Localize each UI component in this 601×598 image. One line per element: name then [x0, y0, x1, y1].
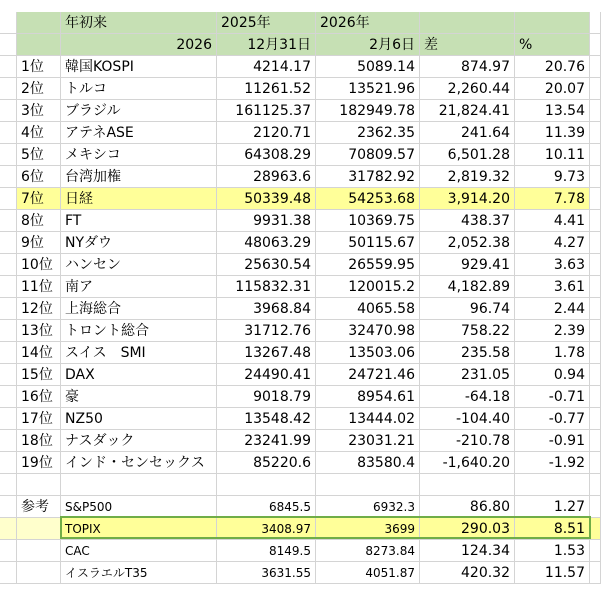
diff-cell[interactable]: 96.74 — [420, 298, 515, 320]
value-2025-cell[interactable]: 3631.55 — [217, 562, 316, 584]
rank-cell[interactable]: 5位 — [17, 144, 61, 166]
row-gutter — [0, 474, 17, 496]
reference-row — [0, 540, 601, 562]
value-2026-cell[interactable]: 4065.58 — [316, 298, 420, 320]
value-2025-cell[interactable]: 11261.52 — [217, 78, 316, 100]
index-name-cell[interactable]: アテネASE — [61, 122, 217, 144]
empty-cell[interactable] — [590, 518, 601, 540]
row-gutter — [0, 210, 17, 232]
row-gutter — [0, 232, 17, 254]
row-gutter — [0, 496, 17, 518]
index-name-cell[interactable]: CAC — [61, 540, 217, 562]
pct-cell[interactable]: 2.44 — [515, 298, 590, 320]
empty-cell[interactable] — [590, 122, 601, 144]
diff-cell[interactable]: 86.80 — [420, 496, 515, 518]
empty-cell[interactable] — [590, 78, 601, 100]
value-2025-cell[interactable]: 115832.31 — [217, 276, 316, 298]
value-2026-cell[interactable]: 26559.95 — [316, 254, 420, 276]
empty-cell[interactable] — [590, 12, 601, 34]
pct-cell[interactable]: 8.51 — [515, 518, 590, 540]
empty-cell[interactable] — [17, 540, 61, 562]
diff-cell[interactable]: -1,640.20 — [420, 452, 515, 474]
table-row — [0, 408, 601, 430]
header-cell-2026[interactable]: 2026年 — [316, 12, 420, 34]
value-2026-cell[interactable]: 2362.35 — [316, 122, 420, 144]
diff-cell[interactable]: 929.41 — [420, 254, 515, 276]
value-2026-cell[interactable]: 8954.61 — [316, 386, 420, 408]
pct-cell[interactable]: 20.76 — [515, 56, 590, 78]
value-2025-cell[interactable]: 50339.48 — [217, 188, 316, 210]
row-gutter — [0, 452, 17, 474]
index-name-cell[interactable]: 上海総合 — [61, 298, 217, 320]
row-gutter — [0, 430, 17, 452]
table-row — [0, 210, 601, 232]
header-cell-2025[interactable]: 2025年 — [217, 12, 316, 34]
empty-cell[interactable] — [590, 562, 601, 584]
header-cell-rank[interactable] — [17, 34, 61, 56]
value-2025-cell[interactable]: 25630.54 — [217, 254, 316, 276]
rank-cell[interactable]: 11位 — [17, 276, 61, 298]
empty-cell[interactable] — [17, 474, 61, 496]
index-name-cell[interactable]: 韓国KOSPI — [61, 56, 217, 78]
header-cell-pct[interactable]: % — [515, 34, 590, 56]
reference-row — [0, 518, 601, 540]
pct-cell[interactable]: 11.39 — [515, 122, 590, 144]
diff-cell[interactable]: 241.64 — [420, 122, 515, 144]
index-name-cell[interactable]: 台湾加権 — [61, 166, 217, 188]
rank-cell[interactable]: 16位 — [17, 386, 61, 408]
empty-cell[interactable] — [515, 474, 590, 496]
table-row — [0, 78, 601, 100]
value-2025-cell[interactable]: 9018.79 — [217, 386, 316, 408]
pct-cell[interactable]: 13.54 — [515, 100, 590, 122]
empty-cell[interactable] — [17, 562, 61, 584]
value-2026-cell[interactable]: 23031.21 — [316, 430, 420, 452]
empty-cell[interactable] — [316, 474, 420, 496]
value-2025-cell[interactable]: 85220.6 — [217, 452, 316, 474]
grid-top-strip — [17, 0, 590, 12]
index-name-cell[interactable]: インド・センセックス — [61, 452, 217, 474]
diff-cell[interactable]: 2,260.44 — [420, 78, 515, 100]
row-gutter — [0, 166, 17, 188]
value-2025-cell[interactable]: 23241.99 — [217, 430, 316, 452]
header-cell-date-2025[interactable]: 12月31日 — [217, 34, 316, 56]
diff-cell[interactable]: 3,914.20 — [420, 188, 515, 210]
pct-cell[interactable]: 1.53 — [515, 540, 590, 562]
diff-cell[interactable]: 290.03 — [420, 518, 515, 540]
value-2025-cell[interactable]: 31712.76 — [217, 320, 316, 342]
index-name-cell[interactable]: 日経 — [61, 188, 217, 210]
value-2026-cell[interactable]: 6932.3 — [316, 496, 420, 518]
rank-cell[interactable]: 9位 — [17, 232, 61, 254]
index-name-cell[interactable]: 豪 — [61, 386, 217, 408]
empty-cell[interactable] — [590, 298, 601, 320]
pct-cell[interactable]: 20.07 — [515, 78, 590, 100]
value-2025-cell[interactable]: 8149.5 — [217, 540, 316, 562]
index-name-cell[interactable]: ブラジル — [61, 100, 217, 122]
row-gutter — [0, 188, 17, 210]
table-row — [0, 56, 601, 78]
index-name-cell[interactable]: NYダウ — [61, 232, 217, 254]
empty-cell[interactable] — [217, 474, 316, 496]
index-name-cell[interactable]: FT — [61, 210, 217, 232]
row-gutter — [0, 562, 17, 584]
rank-cell[interactable]: 19位 — [17, 452, 61, 474]
pct-cell[interactable]: -1.92 — [515, 452, 590, 474]
row-gutter — [0, 540, 17, 562]
table-row — [0, 452, 601, 474]
table-row — [0, 298, 601, 320]
index-name-cell[interactable]: ナスダック — [61, 430, 217, 452]
row-gutter — [0, 276, 17, 298]
empty-cell[interactable] — [590, 100, 601, 122]
rank-cell[interactable]: 10位 — [17, 254, 61, 276]
rank-cell[interactable]: 2位 — [17, 78, 61, 100]
value-2025-cell[interactable]: 3408.97 — [217, 518, 316, 540]
header-cell-diff[interactable]: 差 — [420, 34, 515, 56]
pct-cell[interactable]: 1.27 — [515, 496, 590, 518]
value-2026-cell[interactable]: 5089.14 — [316, 56, 420, 78]
diff-cell[interactable]: 758.22 — [420, 320, 515, 342]
rank-cell[interactable]: 8位 — [17, 210, 61, 232]
row-gutter — [0, 408, 17, 430]
value-2026-cell[interactable]: 50115.67 — [316, 232, 420, 254]
empty-cell[interactable] — [590, 474, 601, 496]
table-row — [0, 342, 601, 364]
row-gutter — [0, 364, 17, 386]
table-row — [0, 364, 601, 386]
table-row — [0, 386, 601, 408]
table-row — [0, 254, 601, 276]
value-2025-cell[interactable]: 13267.48 — [217, 342, 316, 364]
pct-cell[interactable]: 1.78 — [515, 342, 590, 364]
empty-cell[interactable] — [590, 188, 601, 210]
reference-row — [0, 562, 601, 584]
rank-cell[interactable]: 18位 — [17, 430, 61, 452]
index-name-cell[interactable]: TOPIX — [61, 518, 217, 540]
empty-cell[interactable] — [590, 386, 601, 408]
value-2026-cell[interactable]: 120015.2 — [316, 276, 420, 298]
pct-cell[interactable]: 2.39 — [515, 320, 590, 342]
diff-cell[interactable]: -104.40 — [420, 408, 515, 430]
index-name-cell[interactable]: トルコ — [61, 78, 217, 100]
value-2026-cell[interactable]: 54253.68 — [316, 188, 420, 210]
row-gutter — [0, 254, 17, 276]
diff-cell[interactable]: 438.37 — [420, 210, 515, 232]
empty-cell[interactable] — [590, 320, 601, 342]
value-2025-cell[interactable]: 4214.17 — [217, 56, 316, 78]
pct-cell[interactable]: -0.91 — [515, 430, 590, 452]
pct-cell[interactable]: 4.27 — [515, 232, 590, 254]
header-cell-pct-blank[interactable] — [515, 12, 590, 34]
reference-label-cell[interactable]: 参考 — [17, 496, 61, 518]
empty-cell[interactable] — [590, 430, 601, 452]
row-gutter — [0, 320, 17, 342]
empty-cell[interactable] — [590, 144, 601, 166]
value-2025-cell[interactable]: 64308.29 — [217, 144, 316, 166]
table-row — [0, 188, 601, 210]
value-2025-cell[interactable]: 9931.38 — [217, 210, 316, 232]
value-2026-cell[interactable]: 182949.78 — [316, 100, 420, 122]
index-name-cell[interactable]: スイス SMI — [61, 342, 217, 364]
diff-cell[interactable]: 2,819.32 — [420, 166, 515, 188]
diff-cell[interactable]: 874.97 — [420, 56, 515, 78]
rank-cell[interactable]: 1位 — [17, 56, 61, 78]
header-row-1 — [0, 12, 601, 34]
row-gutter — [0, 122, 17, 144]
row-gutter — [0, 386, 17, 408]
pct-cell[interactable]: -0.77 — [515, 408, 590, 430]
header-cell-year[interactable]: 2026 — [61, 34, 217, 56]
pct-cell[interactable]: 11.57 — [515, 562, 590, 584]
empty-cell[interactable] — [61, 474, 217, 496]
pct-cell[interactable]: 3.61 — [515, 276, 590, 298]
diff-cell[interactable]: -64.18 — [420, 386, 515, 408]
empty-cell[interactable] — [590, 364, 601, 386]
value-2026-cell[interactable]: 70809.57 — [316, 144, 420, 166]
pct-cell[interactable]: 3.63 — [515, 254, 590, 276]
rank-cell[interactable]: 3位 — [17, 100, 61, 122]
value-2025-cell[interactable]: 24490.41 — [217, 364, 316, 386]
table-row — [0, 232, 601, 254]
rank-cell[interactable]: 17位 — [17, 408, 61, 430]
diff-cell[interactable]: 231.05 — [420, 364, 515, 386]
diff-cell[interactable]: 420.32 — [420, 562, 515, 584]
value-2025-cell[interactable]: 2120.71 — [217, 122, 316, 144]
row-gutter — [0, 144, 17, 166]
value-2026-cell[interactable]: 8273.84 — [316, 540, 420, 562]
empty-cell[interactable] — [590, 496, 601, 518]
diff-cell[interactable]: 21,824.41 — [420, 100, 515, 122]
pct-cell[interactable]: 7.78 — [515, 188, 590, 210]
empty-cell[interactable] — [590, 408, 601, 430]
empty-cell[interactable] — [590, 34, 601, 56]
value-2025-cell[interactable]: 28963.6 — [217, 166, 316, 188]
pct-cell[interactable]: 10.11 — [515, 144, 590, 166]
header-cell-title[interactable]: 年初来 — [61, 12, 217, 34]
pct-cell[interactable]: 9.73 — [515, 166, 590, 188]
pct-cell[interactable]: 0.94 — [515, 364, 590, 386]
empty-cell[interactable] — [590, 254, 601, 276]
value-2026-cell[interactable]: 13444.02 — [316, 408, 420, 430]
rank-cell[interactable]: 6位 — [17, 166, 61, 188]
empty-cell[interactable] — [590, 342, 601, 364]
index-name-cell[interactable]: 南ア — [61, 276, 217, 298]
rank-cell[interactable]: 13位 — [17, 320, 61, 342]
value-2026-cell[interactable]: 24721.46 — [316, 364, 420, 386]
rank-cell[interactable]: 4位 — [17, 122, 61, 144]
value-2026-cell[interactable]: 31782.92 — [316, 166, 420, 188]
index-name-cell[interactable]: DAX — [61, 364, 217, 386]
value-2025-cell[interactable]: 161125.37 — [217, 100, 316, 122]
rank-cell[interactable]: 15位 — [17, 364, 61, 386]
header-cell-rank[interactable] — [17, 12, 61, 34]
row-gutter — [0, 34, 17, 56]
value-2026-cell[interactable]: 13503.06 — [316, 342, 420, 364]
header-cell-date-2026[interactable]: 2月6日 — [316, 34, 420, 56]
empty-cell[interactable] — [590, 56, 601, 78]
table-row — [0, 166, 601, 188]
table-row — [0, 122, 601, 144]
value-2025-cell[interactable]: 3968.84 — [217, 298, 316, 320]
header-cell-diff-blank[interactable] — [420, 12, 515, 34]
value-2026-cell[interactable]: 83580.4 — [316, 452, 420, 474]
table-row — [0, 276, 601, 298]
rank-cell[interactable]: 14位 — [17, 342, 61, 364]
index-name-cell[interactable]: S&P500 — [61, 496, 217, 518]
empty-cell[interactable] — [590, 210, 601, 232]
pct-cell[interactable]: 4.41 — [515, 210, 590, 232]
value-2026-cell[interactable]: 3699 — [316, 518, 420, 540]
empty-cell[interactable] — [590, 452, 601, 474]
value-2025-cell[interactable]: 48063.29 — [217, 232, 316, 254]
row-gutter — [0, 78, 17, 100]
value-2025-cell[interactable]: 13548.42 — [217, 408, 316, 430]
empty-cell[interactable] — [17, 518, 61, 540]
spacer-row — [0, 474, 601, 496]
empty-cell[interactable] — [590, 232, 601, 254]
value-2026-cell[interactable]: 13521.96 — [316, 78, 420, 100]
diff-cell[interactable]: 6,501.28 — [420, 144, 515, 166]
rank-cell[interactable]: 7位 — [17, 188, 61, 210]
value-2026-cell[interactable]: 32470.98 — [316, 320, 420, 342]
index-name-cell[interactable]: ハンセン — [61, 254, 217, 276]
row-gutter — [0, 342, 17, 364]
index-name-cell[interactable]: NZ50 — [61, 408, 217, 430]
table-row — [0, 100, 601, 122]
row-gutter — [0, 56, 17, 78]
value-2025-cell[interactable]: 6845.5 — [217, 496, 316, 518]
table-row — [0, 320, 601, 342]
table-row — [0, 144, 601, 166]
pct-cell[interactable]: -0.71 — [515, 386, 590, 408]
value-2026-cell[interactable]: 4051.87 — [316, 562, 420, 584]
diff-cell[interactable]: 2,052.38 — [420, 232, 515, 254]
index-name-cell[interactable]: イスラエルT35 — [61, 562, 217, 584]
index-name-cell[interactable]: トロント総合 — [61, 320, 217, 342]
row-gutter — [0, 518, 17, 540]
empty-cell[interactable] — [420, 474, 515, 496]
empty-cell[interactable] — [590, 166, 601, 188]
row-gutter — [0, 12, 17, 34]
diff-cell[interactable]: 235.58 — [420, 342, 515, 364]
row-gutter — [0, 298, 17, 320]
empty-cell[interactable] — [590, 276, 601, 298]
empty-cell[interactable] — [590, 540, 601, 562]
value-2026-cell[interactable]: 10369.75 — [316, 210, 420, 232]
reference-row — [0, 496, 601, 518]
diff-cell[interactable]: 4,182.89 — [420, 276, 515, 298]
rank-cell[interactable]: 12位 — [17, 298, 61, 320]
diff-cell[interactable]: -210.78 — [420, 430, 515, 452]
table-row — [0, 430, 601, 452]
index-name-cell[interactable]: メキシコ — [61, 144, 217, 166]
row-gutter — [0, 100, 17, 122]
header-row-2 — [0, 34, 601, 56]
diff-cell[interactable]: 124.34 — [420, 540, 515, 562]
